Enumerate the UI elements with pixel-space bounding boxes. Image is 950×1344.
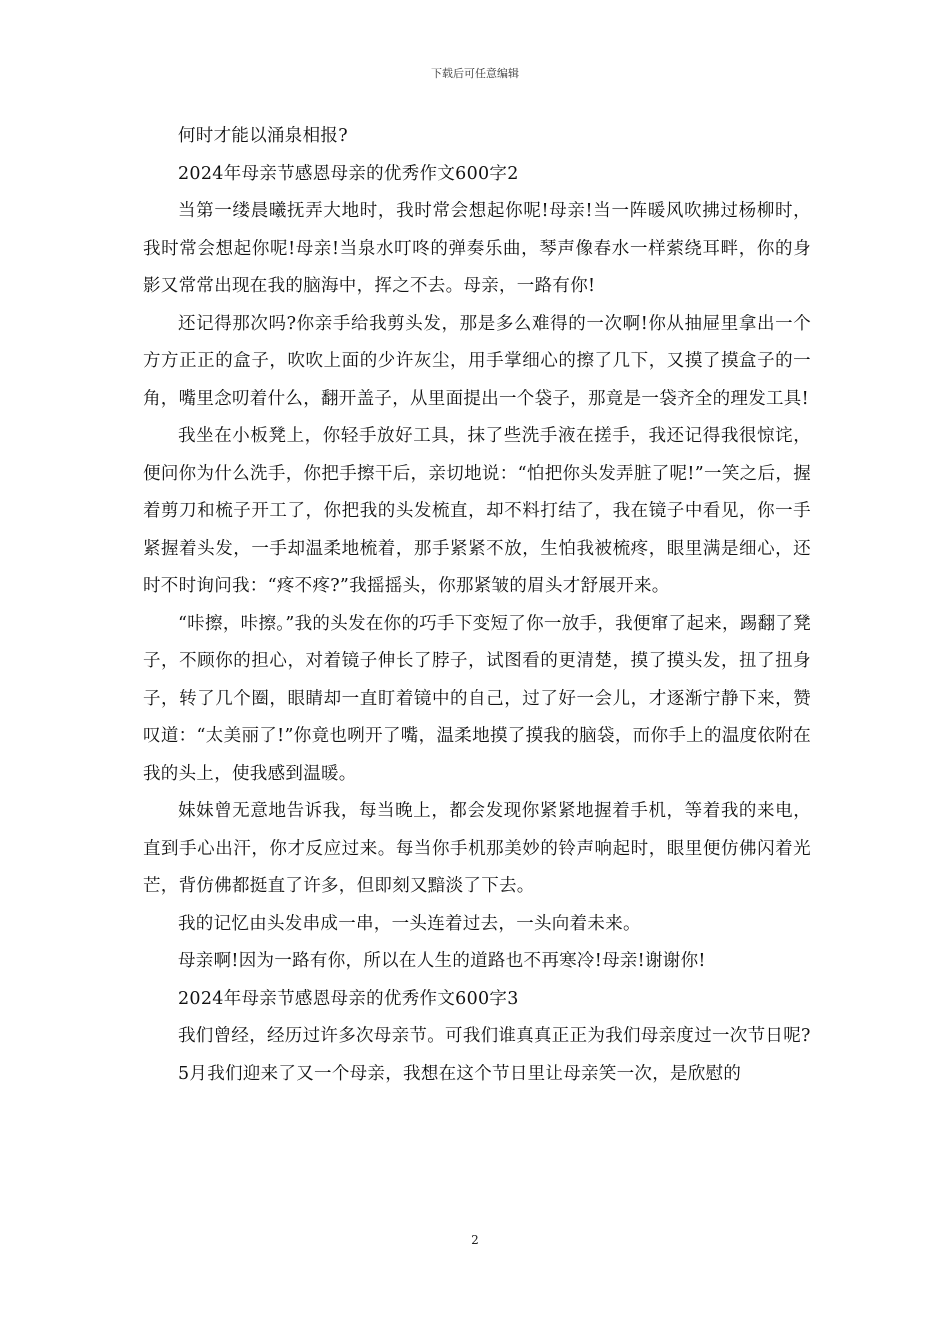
document-body [143, 118, 811, 1093]
paragraph: 何时才能以涌泉相报? [178, 126, 348, 146]
page-header: 下载后可任意编辑 [431, 67, 519, 80]
page-number: 2 [471, 1233, 479, 1247]
paragraph: 妹妹曾无意地告诉我，每当晚上，都会发现你紧紧地握着手机，等着我的来电，直到手心出汗，你才反应过来。每当你手机那美妙的铃声响起时，眼里便仿佛闪着光芒，背仿佛都挺直了许多，但即刻又黯淡了下去。 [143, 801, 811, 896]
paragraph: 5月我们迎来了又一个母亲，我想在这个节日里让母亲笑一次，是欣慰的 [178, 1063, 742, 1084]
paragraph: 我的记忆由头发串成一串，一头连着过去，一头向着未来。 [178, 913, 641, 934]
paragraph: “咔擦，咔擦。”我的头发在你的巧手下变短了你一放手，我便窜了起来，踢翻了凳子，不顾你的担心，对着镜子伸长了脖子，试图看的更清楚，摸了摸头发，扭了扭身子，转了几个圈，眼睛却一直盯着镜中的自己，过了好一会儿，才逐渐宁静下来，赞叹道：“太美丽了!”你竟也咧开了嘴，温柔地摸了摸我的脑袋，而你手上的温度依附在我的头上，使我感到温暖。 [143, 613, 811, 784]
section-heading: 2024年母亲节感恩母亲的优秀作文600字2 [178, 163, 519, 184]
paragraph: 当第一缕晨曦抚弄大地时，我时常会想起你呢!母亲!当一阵暖风吹拂过杨柳时，我时常会想起你呢!母亲!当泉水叮咚的弹奏乐曲，琴声像春水一样萦绕耳畔，你的身影又常常出现在我的脑海中，挥之不去。母亲，一路有你! [143, 201, 811, 296]
paragraph: 我坐在小板凳上，你轻手放好工具，抹了些洗手液在搓手，我还记得我很惊诧，便问你为什么洗手，你把手擦干后，亲切地说：“怕把你头发弄脏了呢!”一笑之后，握着剪刀和梳子开工了，你把我的头发梳直，却不料打结了，我在镜子中看见，你一手紧握着头发，一手却温柔地梳着，那手紧紧不放，生怕我被梳疼，眼里满是细心，还时不时询问我：“疼不疼?”我摇摇头，你那紧皱的眉头才舒展开来。 [143, 426, 811, 596]
section-heading: 2024年母亲节感恩母亲的优秀作文600字3 [178, 988, 519, 1009]
paragraph: 还记得那次吗?你亲手给我剪头发，那是多么难得的一次啊!你从抽屉里拿出一个方方正正的盒子，吹吹上面的少许灰尘，用手掌细心的擦了几下，又摸了摸盒子的一角，嘴里念叨着什么，翻开盖子，从里面提出一个袋子，那竟是一袋齐全的理发工具! [143, 313, 811, 409]
paragraph: 我们曾经，经历过许多次母亲节。可我们谁真真正正为我们母亲度过一次节日呢? [178, 1026, 811, 1046]
paragraph: 母亲啊!因为一路有你，所以在人生的道路也不再寒冷!母亲!谢谢你! [178, 951, 706, 971]
